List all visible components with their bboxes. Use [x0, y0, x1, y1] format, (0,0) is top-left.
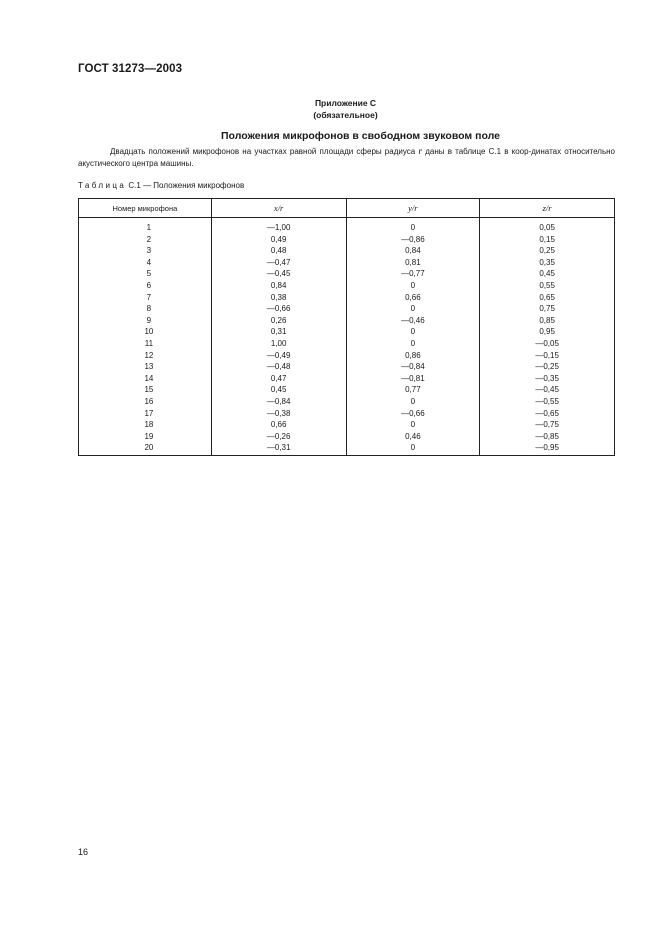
cell-mic-number: 10	[79, 326, 212, 338]
cell-mic-number: 3	[79, 245, 212, 257]
cell-z-over-r: 0,25	[480, 245, 615, 257]
cell-y-over-r: 0	[346, 419, 480, 431]
cell-y-over-r: 0	[346, 280, 480, 292]
cell-x-over-r: 0,26	[211, 315, 346, 327]
cell-mic-number: 20	[79, 442, 212, 455]
cell-x-over-r: 1,00	[211, 338, 346, 350]
cell-y-over-r: 0,81	[346, 257, 480, 269]
intro-text-part1: Двадцать положений микрофонов на участках равной площади сферы радиуса	[110, 147, 419, 156]
cell-z-over-r: —0,25	[480, 361, 615, 373]
cell-x-over-r: —1,00	[211, 218, 346, 234]
cell-y-over-r: —0,84	[346, 361, 480, 373]
cell-z-over-r: —0,65	[480, 408, 615, 420]
cell-mic-number: 11	[79, 338, 212, 350]
cell-y-over-r: —0,81	[346, 373, 480, 385]
cell-mic-number: 7	[79, 292, 212, 304]
appendix-heading	[0, 97, 661, 121]
table-row	[79, 384, 615, 396]
cell-mic-number: 9	[79, 315, 212, 327]
intro-text-part2: даны в таблице С.1 в коор-динатах относительно акустического центра машины.	[78, 147, 615, 168]
cell-z-over-r: —0,35	[480, 373, 615, 385]
cell-z-over-r: 0,05	[480, 218, 615, 234]
table-row	[79, 350, 615, 362]
cell-y-over-r: 0,86	[346, 350, 480, 362]
cell-z-over-r: 0,55	[480, 280, 615, 292]
cell-mic-number: 5	[79, 268, 212, 280]
table-row	[79, 218, 615, 234]
cell-z-over-r: —0,55	[480, 396, 615, 408]
document-code: ГОСТ 31273—2003	[78, 63, 183, 75]
cell-y-over-r: 0	[346, 338, 480, 350]
cell-z-over-r: —0,05	[480, 338, 615, 350]
table-row	[79, 442, 615, 455]
cell-y-over-r: —0,66	[346, 408, 480, 420]
cell-mic-number: 14	[79, 373, 212, 385]
cell-z-over-r: 0,35	[480, 257, 615, 269]
cell-x-over-r: 0,38	[211, 292, 346, 304]
table-header-row	[79, 199, 615, 218]
cell-mic-number: 1	[79, 218, 212, 234]
cell-x-over-r: 0,84	[211, 280, 346, 292]
cell-mic-number: 12	[79, 350, 212, 362]
cell-x-over-r: 0,45	[211, 384, 346, 396]
cell-z-over-r: 0,15	[480, 234, 615, 246]
cell-z-over-r: 0,65	[480, 292, 615, 304]
table-body	[79, 218, 615, 456]
cell-mic-number: 17	[79, 408, 212, 420]
table-row	[79, 268, 615, 280]
table-row	[79, 396, 615, 408]
cell-mic-number: 4	[79, 257, 212, 269]
cell-mic-number: 18	[79, 419, 212, 431]
cell-x-over-r: —0,49	[211, 350, 346, 362]
cell-mic-number: 13	[79, 361, 212, 373]
cell-mic-number: 16	[79, 396, 212, 408]
cell-y-over-r: 0	[346, 303, 480, 315]
cell-mic-number: 19	[79, 431, 212, 443]
table-row	[79, 431, 615, 443]
cell-mic-number: 6	[79, 280, 212, 292]
cell-y-over-r: —0,46	[346, 315, 480, 327]
header-x-over-r: x/r	[211, 199, 346, 218]
table-row	[79, 326, 615, 338]
cell-y-over-r: 0,66	[346, 292, 480, 304]
cell-y-over-r: 0	[346, 442, 480, 455]
table-row	[79, 280, 615, 292]
cell-z-over-r: —0,95	[480, 442, 615, 455]
cell-y-over-r: 0	[346, 326, 480, 338]
cell-z-over-r: 0,85	[480, 315, 615, 327]
cell-z-over-r: 0,95	[480, 326, 615, 338]
cell-x-over-r: —0,47	[211, 257, 346, 269]
cell-z-over-r: —0,15	[480, 350, 615, 362]
cell-x-over-r: —0,66	[211, 303, 346, 315]
cell-x-over-r: —0,84	[211, 396, 346, 408]
table-caption-word: Таблица	[78, 181, 127, 190]
table-caption-text: С.1 — Положения микрофонов	[128, 181, 245, 190]
cell-y-over-r: 0,46	[346, 431, 480, 443]
cell-x-over-r: 0,48	[211, 245, 346, 257]
intro-paragraph	[78, 146, 615, 170]
cell-mic-number: 8	[79, 303, 212, 315]
header-y-over-r: y/r	[346, 199, 480, 218]
appendix-status: (обязательное)	[313, 110, 378, 120]
appendix-title: Приложение С	[314, 98, 377, 108]
table-row	[79, 257, 615, 269]
cell-y-over-r: 0,77	[346, 384, 480, 396]
cell-z-over-r: 0,45	[480, 268, 615, 280]
cell-z-over-r: —0,75	[480, 419, 615, 431]
cell-z-over-r: —0,45	[480, 384, 615, 396]
microphone-positions-table	[78, 198, 615, 456]
cell-y-over-r: 0	[346, 218, 480, 234]
table-row	[79, 245, 615, 257]
table-row	[79, 361, 615, 373]
cell-x-over-r: 0,47	[211, 373, 346, 385]
cell-x-over-r: —0,45	[211, 268, 346, 280]
cell-x-over-r: —0,38	[211, 408, 346, 420]
cell-x-over-r: 0,66	[211, 419, 346, 431]
cell-y-over-r: 0,84	[346, 245, 480, 257]
table-row	[79, 315, 615, 327]
table-row	[79, 303, 615, 315]
cell-x-over-r: —0,31	[211, 442, 346, 455]
cell-x-over-r: —0,48	[211, 361, 346, 373]
cell-z-over-r: 0,75	[480, 303, 615, 315]
cell-x-over-r: —0,26	[211, 431, 346, 443]
table-caption	[78, 181, 244, 190]
cell-y-over-r: —0,77	[346, 268, 480, 280]
cell-mic-number: 15	[79, 384, 212, 396]
cell-z-over-r: —0,85	[480, 431, 615, 443]
cell-x-over-r: 0,31	[211, 326, 346, 338]
cell-y-over-r: —0,86	[346, 234, 480, 246]
table-row	[79, 373, 615, 385]
section-title: Положения микрофонов в свободном звуковом поле	[221, 130, 500, 142]
page-number: 16	[78, 847, 89, 857]
cell-x-over-r: 0,49	[211, 234, 346, 246]
table-row	[79, 338, 615, 350]
table-row	[79, 292, 615, 304]
cell-mic-number: 2	[79, 234, 212, 246]
cell-y-over-r: 0	[346, 396, 480, 408]
intro-variable: r	[418, 147, 423, 157]
table-row	[79, 408, 615, 420]
header-mic-number: Номер микрофона	[79, 199, 212, 218]
header-z-over-r: z/r	[480, 199, 615, 218]
table-row	[79, 419, 615, 431]
table-row	[79, 234, 615, 246]
